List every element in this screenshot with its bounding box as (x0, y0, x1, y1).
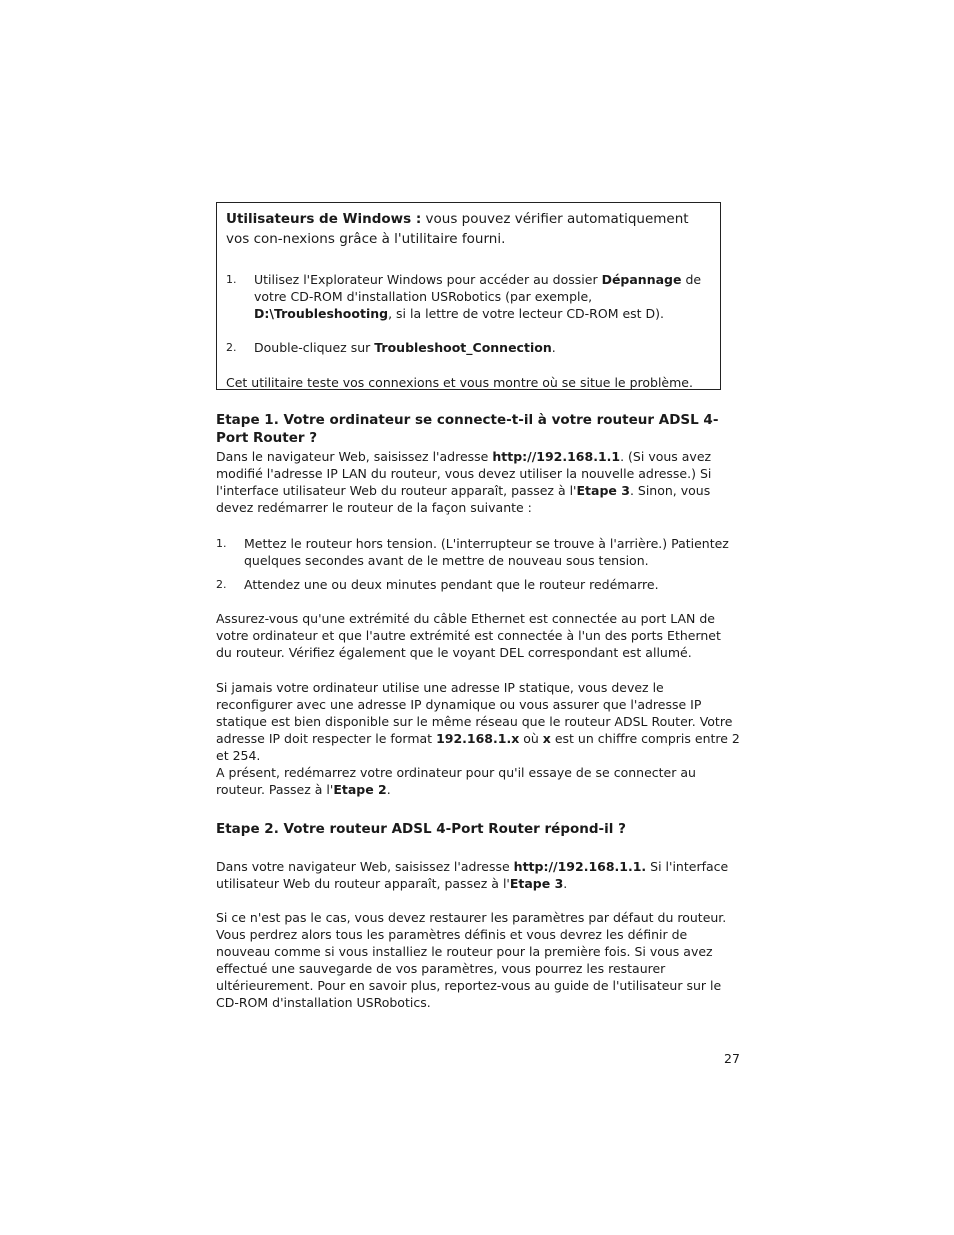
troubleshooting-path: D:\Troubleshooting (254, 306, 389, 321)
box-step-2: 2. Double-cliquez sur Troubleshoot_Connection. (226, 340, 556, 355)
box-intro-text: vous pouvez vérifier automatiquement vos con-nexions grâce à l'utilitaire fourni. (226, 211, 689, 247)
page-number: 27 (724, 1051, 740, 1066)
depannage-folder: Dépannage (601, 272, 682, 287)
ip-format: 192.168.1.x (436, 731, 520, 746)
step1-heading: Etape 1. Votre ordinateur se connecte-t-il à votre routeur ADSL 4-Port Router ? (216, 412, 719, 446)
step2-paragraph-2: Si ce n'est pas le cas, vous devez restaurer les paramètres par défaut du routeur. Vous perdrez alors tous les paramètres définis et vous devrez les définir de nouveau comme si vous installiez le routeur pour la première fois. Si vous avez effectué une sauvegarde de vos paramètres, vous pourrez les restaurer ultérieurement. Pour en savoir plus, reportez-vous au guide de l'utilisateur sur le CD-ROM d'installation USRobotics. (216, 910, 727, 1010)
restart-step-1: 1. Mettez le routeur hors tension. (L'interrupteur se trouve à l'arrière.) Patientez quelques secondes avant de le mettre de nouveau sous tension. (216, 536, 729, 568)
step2-paragraph-1: Dans votre navigateur Web, saisissez l'adresse http://192.168.1.1. Si l'interface utilisateur Web du routeur apparaît, passez à l'Etape 3. (216, 859, 729, 891)
box-intro (226, 209, 710, 249)
box-step-1-number: 1. (226, 273, 237, 286)
step3-reference-2: Etape 3 (509, 876, 564, 891)
box-footer: Cet utilitaire teste vos connexions et vous montre où se situe le problème. (226, 375, 693, 390)
box-steps-list (226, 271, 710, 356)
restart-step-2: 2. Attendez une ou deux minutes pendant que le routeur redémarre. (216, 577, 659, 592)
step1-paragraph-1: Dans le navigateur Web, saisissez l'adresse http://192.168.1.1. (Si vous avez modifié l'adresse IP LAN du routeur, vous devez utiliser la nouvelle adresse.) Si l'interface utilisateur Web du routeur apparaît, passez à l'Etape 3. Sinon, vous devez redémarrer le routeur de la façon suivante : (216, 449, 712, 515)
step2-reference: Etape 2 (333, 782, 387, 797)
restart-step-1-number: 1. (216, 537, 227, 550)
ip-variable: x (542, 731, 551, 746)
troubleshoot-connection-file: Troubleshoot_Connection (374, 340, 552, 355)
step1-paragraph-4: A présent, redémarrez votre ordinateur pour qu'il essaye de se connecter au routeur. Passez à l'Etape 2. (216, 765, 696, 797)
box-intro-bold: Utilisateurs de Windows : (226, 211, 422, 227)
step2-heading: Etape 2. Votre routeur ADSL 4-Port Router répond-il ? (216, 821, 626, 837)
restart-step-2-number: 2. (216, 578, 227, 591)
windows-users-note-box (216, 202, 721, 390)
step1-paragraph-3: Si jamais votre ordinateur utilise une adresse IP statique, vous devez le reconfigurer avec une adresse IP dynamique ou vous assurer que l'adresse IP statique est bien disponible sur le même réseau que le routeur ADSL Router. Votre adresse IP doit respecter le format 192.168.1.x où x est un chiffre compris entre 2 et 254. (216, 680, 740, 763)
step3-reference: Etape 3 (576, 483, 630, 498)
router-url: http://192.168.1.1 (492, 449, 621, 464)
router-url-2: http://192.168.1.1. (513, 859, 647, 874)
box-step-1: 1. Utilisez l'Explorateur Windows pour accéder au dossier Dépannage de votre CD-ROM d'installation USRobotics (par exemple, D:\Troubleshooting, si la lettre de votre lecteur CD-ROM est D). (226, 272, 702, 321)
restart-steps-list (216, 535, 740, 593)
step1-paragraph-2: Assurez-vous qu'une extrémité du câble Ethernet est connectée au port LAN de votre ordinateur et que l'autre extrémité est connectée à l'un des ports Ethernet du routeur. Vérifiez également que le voyant DEL correspondant est allumé. (216, 611, 721, 660)
box-step-2-number: 2. (226, 341, 237, 354)
